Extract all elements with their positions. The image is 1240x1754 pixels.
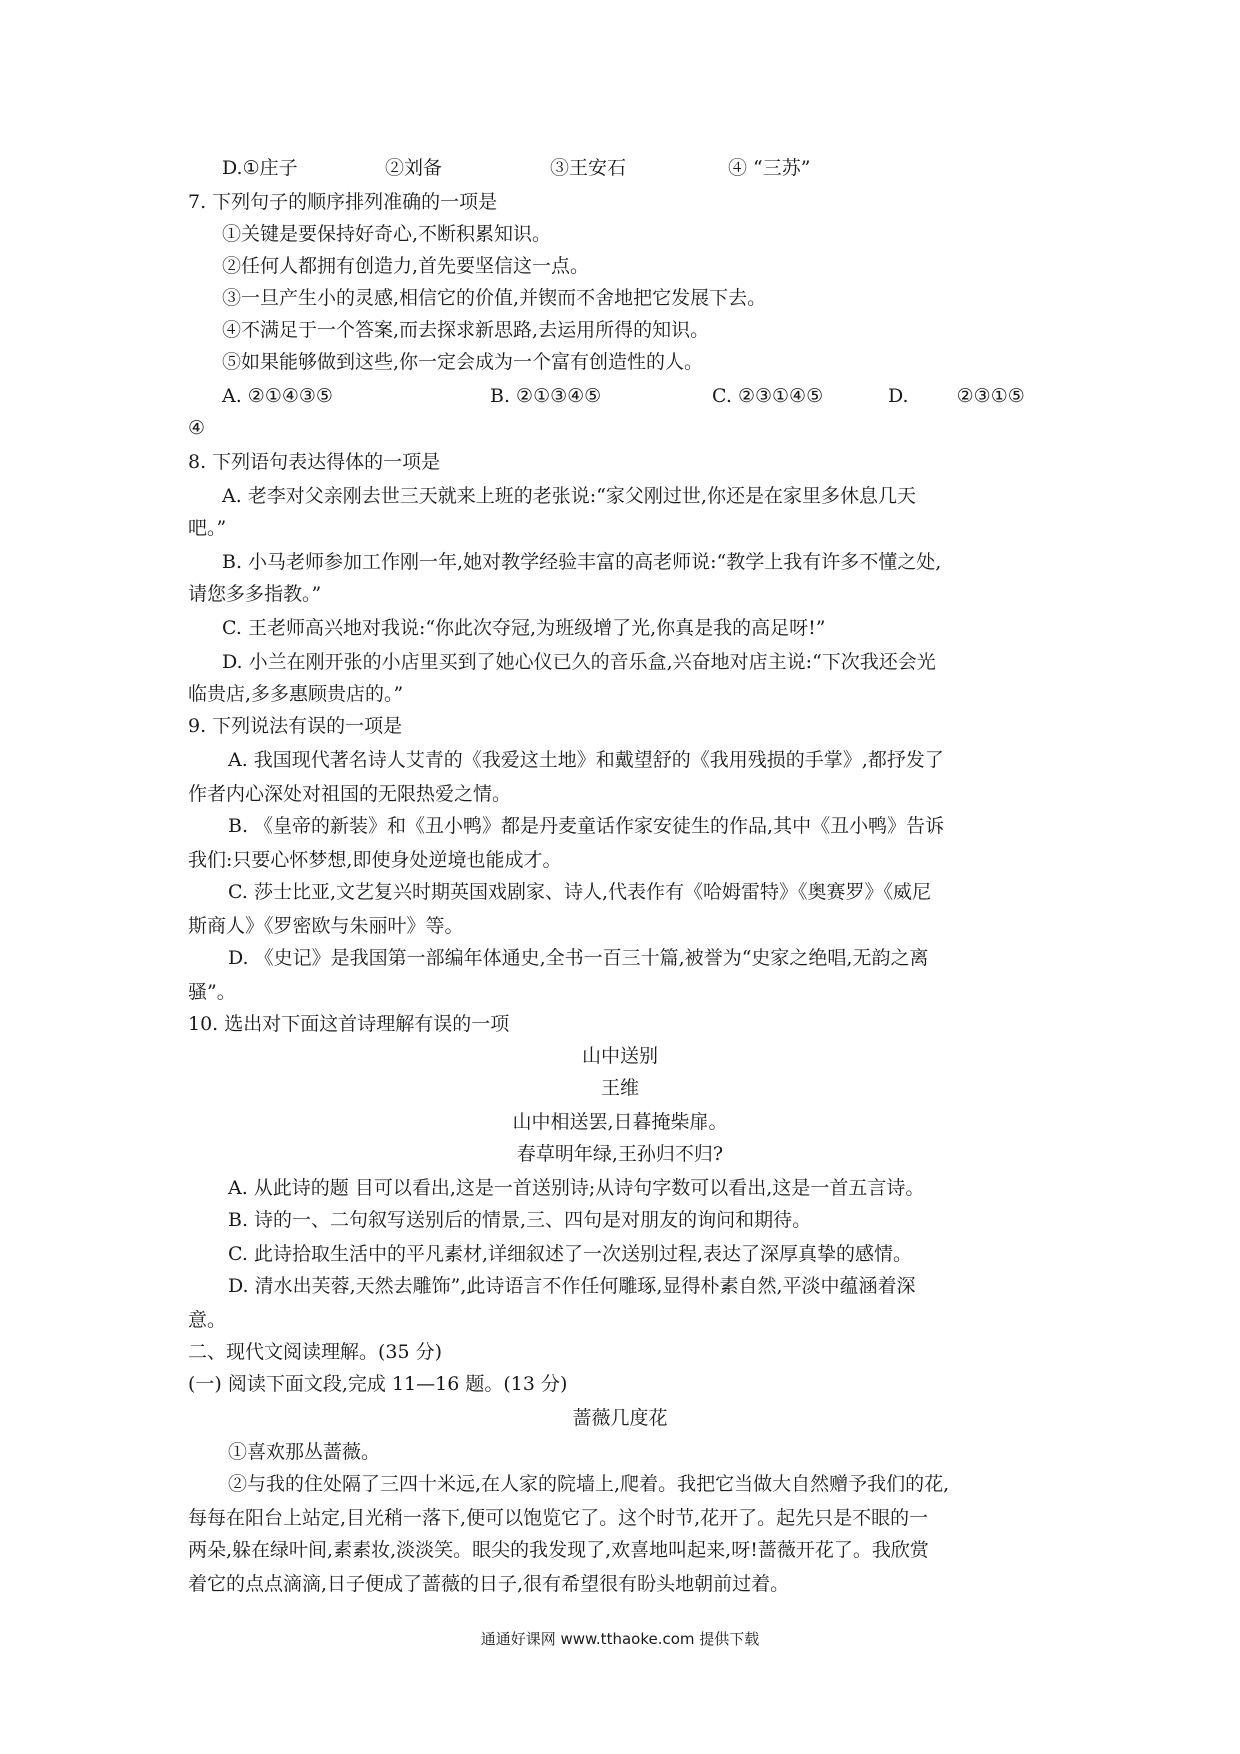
q10-option-d-cont: 意。: [188, 1309, 227, 1331]
q7-stem: 7. 下列句子的顺序排列准确的一项是: [188, 191, 498, 213]
q10-stem: 10. 选出对下面这首诗理解有误的一项: [188, 1013, 510, 1035]
section-subheading: (一) 阅读下面文段,完成 11—16 题。(13 分): [188, 1373, 568, 1395]
q9-option-d-cont: 骚”。: [188, 981, 236, 1003]
poem-line-2: 春草明年绿,王孙归不归?: [516, 1143, 724, 1165]
passage-paragraph-2-line-3: 两朵,躲在绿叶间,素素妆,淡淡笑。眼尖的我发现了,欢喜地叫起来,呀!蔷薇开花了。我欣赏: [188, 1539, 929, 1561]
q8-option-d: D. 小兰在刚开张的小店里买到了她心仪已久的音乐盒,兴奋地对店主说:“下次我还会光: [222, 651, 936, 673]
passage-title: 蔷薇几度花: [572, 1407, 668, 1429]
q9-option-c-cont: 斯商人》《罗密欧与朱丽叶》等。: [188, 915, 464, 937]
q10-option-c: C. 此诗拾取生活中的平凡素材,详细叙述了一次送别过程,表达了深厚真挚的感情。: [228, 1243, 913, 1265]
q7-option-d-wrap: ④: [188, 417, 206, 439]
q8-option-d-cont: 临贵店,多多惠顾贵店的。”: [188, 683, 404, 705]
q6-option-d-4: ④ “三苏”: [728, 157, 811, 179]
q9-option-a-cont: 作者内心深处对祖国的无限热爱之情。: [188, 783, 512, 805]
q9-option-d: D. 《史记》是我国第一部编年体通史,全书一百三十篇,被誉为“史家之绝唱,无韵之离: [228, 947, 929, 969]
q8-stem: 8. 下列语句表达得体的一项是: [188, 451, 441, 473]
q9-option-c: C. 莎士比亚,文艺复兴时期英国戏剧家、诗人,代表作有《哈姆雷特》《奥赛罗》《威尼: [228, 881, 932, 903]
q7-sentence-3: ③一旦产生小的灵感,相信它的价值,并锲而不舍地把它发展下去。: [222, 287, 767, 309]
q7-option-a: A. ②①④③⑤: [222, 385, 333, 407]
q6-option-d-2: ②刘备: [385, 157, 443, 179]
q6-option-d-3: ③王安石: [550, 157, 627, 179]
q7-sentence-5: ⑤如果能够做到这些,你一定会成为一个富有创造性的人。: [222, 351, 704, 373]
poem-title: 山中送别: [581, 1045, 658, 1067]
q9-option-a: A. 我国现代著名诗人艾青的《我爱这土地》和戴望舒的《我用残损的手掌》,都抒发了: [228, 749, 944, 771]
q9-stem: 9. 下列说法有误的一项是: [188, 715, 403, 737]
q10-option-a: A. 从此诗的题 目可以看出,这是一首送别诗;从诗句字数可以看出,这是一首五言诗。: [228, 1177, 925, 1199]
q7-option-d: D. ②③①⑤: [888, 385, 1025, 407]
q7-sentence-1: ①关键是要保持好奇心,不断积累知识。: [222, 223, 552, 245]
q8-option-c: C. 王老师高兴地对我说:“你此次夺冠,为班级增了光,你真是我的高足呀!”: [222, 617, 826, 639]
q10-option-b: B. 诗的一、二句叙写送别后的情景,三、四句是对朋友的询问和期待。: [228, 1209, 812, 1231]
passage-paragraph-1: ①喜欢那丛蔷薇。: [228, 1441, 381, 1463]
poem-line-1: 山中相送罢,日暮掩柴扉。: [512, 1111, 728, 1133]
q8-option-a: A. 老李对父亲刚去世三天就来上班的老张说:“家父刚过世,你还是在家里多休息几天: [222, 485, 916, 507]
q8-option-b: B. 小马老师参加工作刚一年,她对教学经验丰富的高老师说:“教学上我有许多不懂之处,: [222, 551, 942, 573]
q8-option-b-cont: 请您多多指教。”: [188, 583, 322, 605]
passage-paragraph-2: ②与我的住处隔了三四十米远,在人家的院墙上,爬着。我把它当做大自然赠予我们的花,: [228, 1473, 950, 1495]
q6-option-d: D.①庄子: [222, 157, 298, 179]
passage-paragraph-2-line-4: 着它的点点滴滴,日子便成了蔷薇的日子,很有希望很有盼头地朝前过着。: [188, 1573, 790, 1595]
page-footer: 通通好课网 www.tthaoke.com 提供下载: [480, 1630, 760, 1648]
q7-sentence-4: ④不满足于一个答案,而去探求新思路,去运用所得的知识。: [222, 319, 710, 341]
q10-option-d: D. 清水出芙蓉,天然去雕饰”,此诗语言不作任何雕琢,显得朴素自然,平淡中蕴涵着深: [228, 1275, 916, 1297]
q9-option-b: B. 《皇帝的新装》和《丑小鸭》都是丹麦童话作家安徒生的作品,其中《丑小鸭》告诉: [228, 815, 945, 837]
q9-option-b-cont: 我们:只要心怀梦想,即使身处逆境也能成才。: [188, 849, 562, 871]
q8-option-a-cont: 吧。”: [188, 517, 227, 539]
section-heading: 二、现代文阅读理解。(35 分): [188, 1341, 443, 1363]
poem-author: 王维: [600, 1077, 639, 1099]
q7-option-c: C. ②③①④⑤: [712, 385, 824, 407]
q7-option-b: B. ②①③④⑤: [490, 385, 602, 407]
q7-sentence-2: ②任何人都拥有创造力,首先要坚信这一点。: [222, 255, 590, 277]
passage-paragraph-2-line-2: 每每在阳台上站定,目光稍一落下,便可以饱览它了。这个时节,花开了。起先只是不眼的一: [188, 1507, 929, 1529]
